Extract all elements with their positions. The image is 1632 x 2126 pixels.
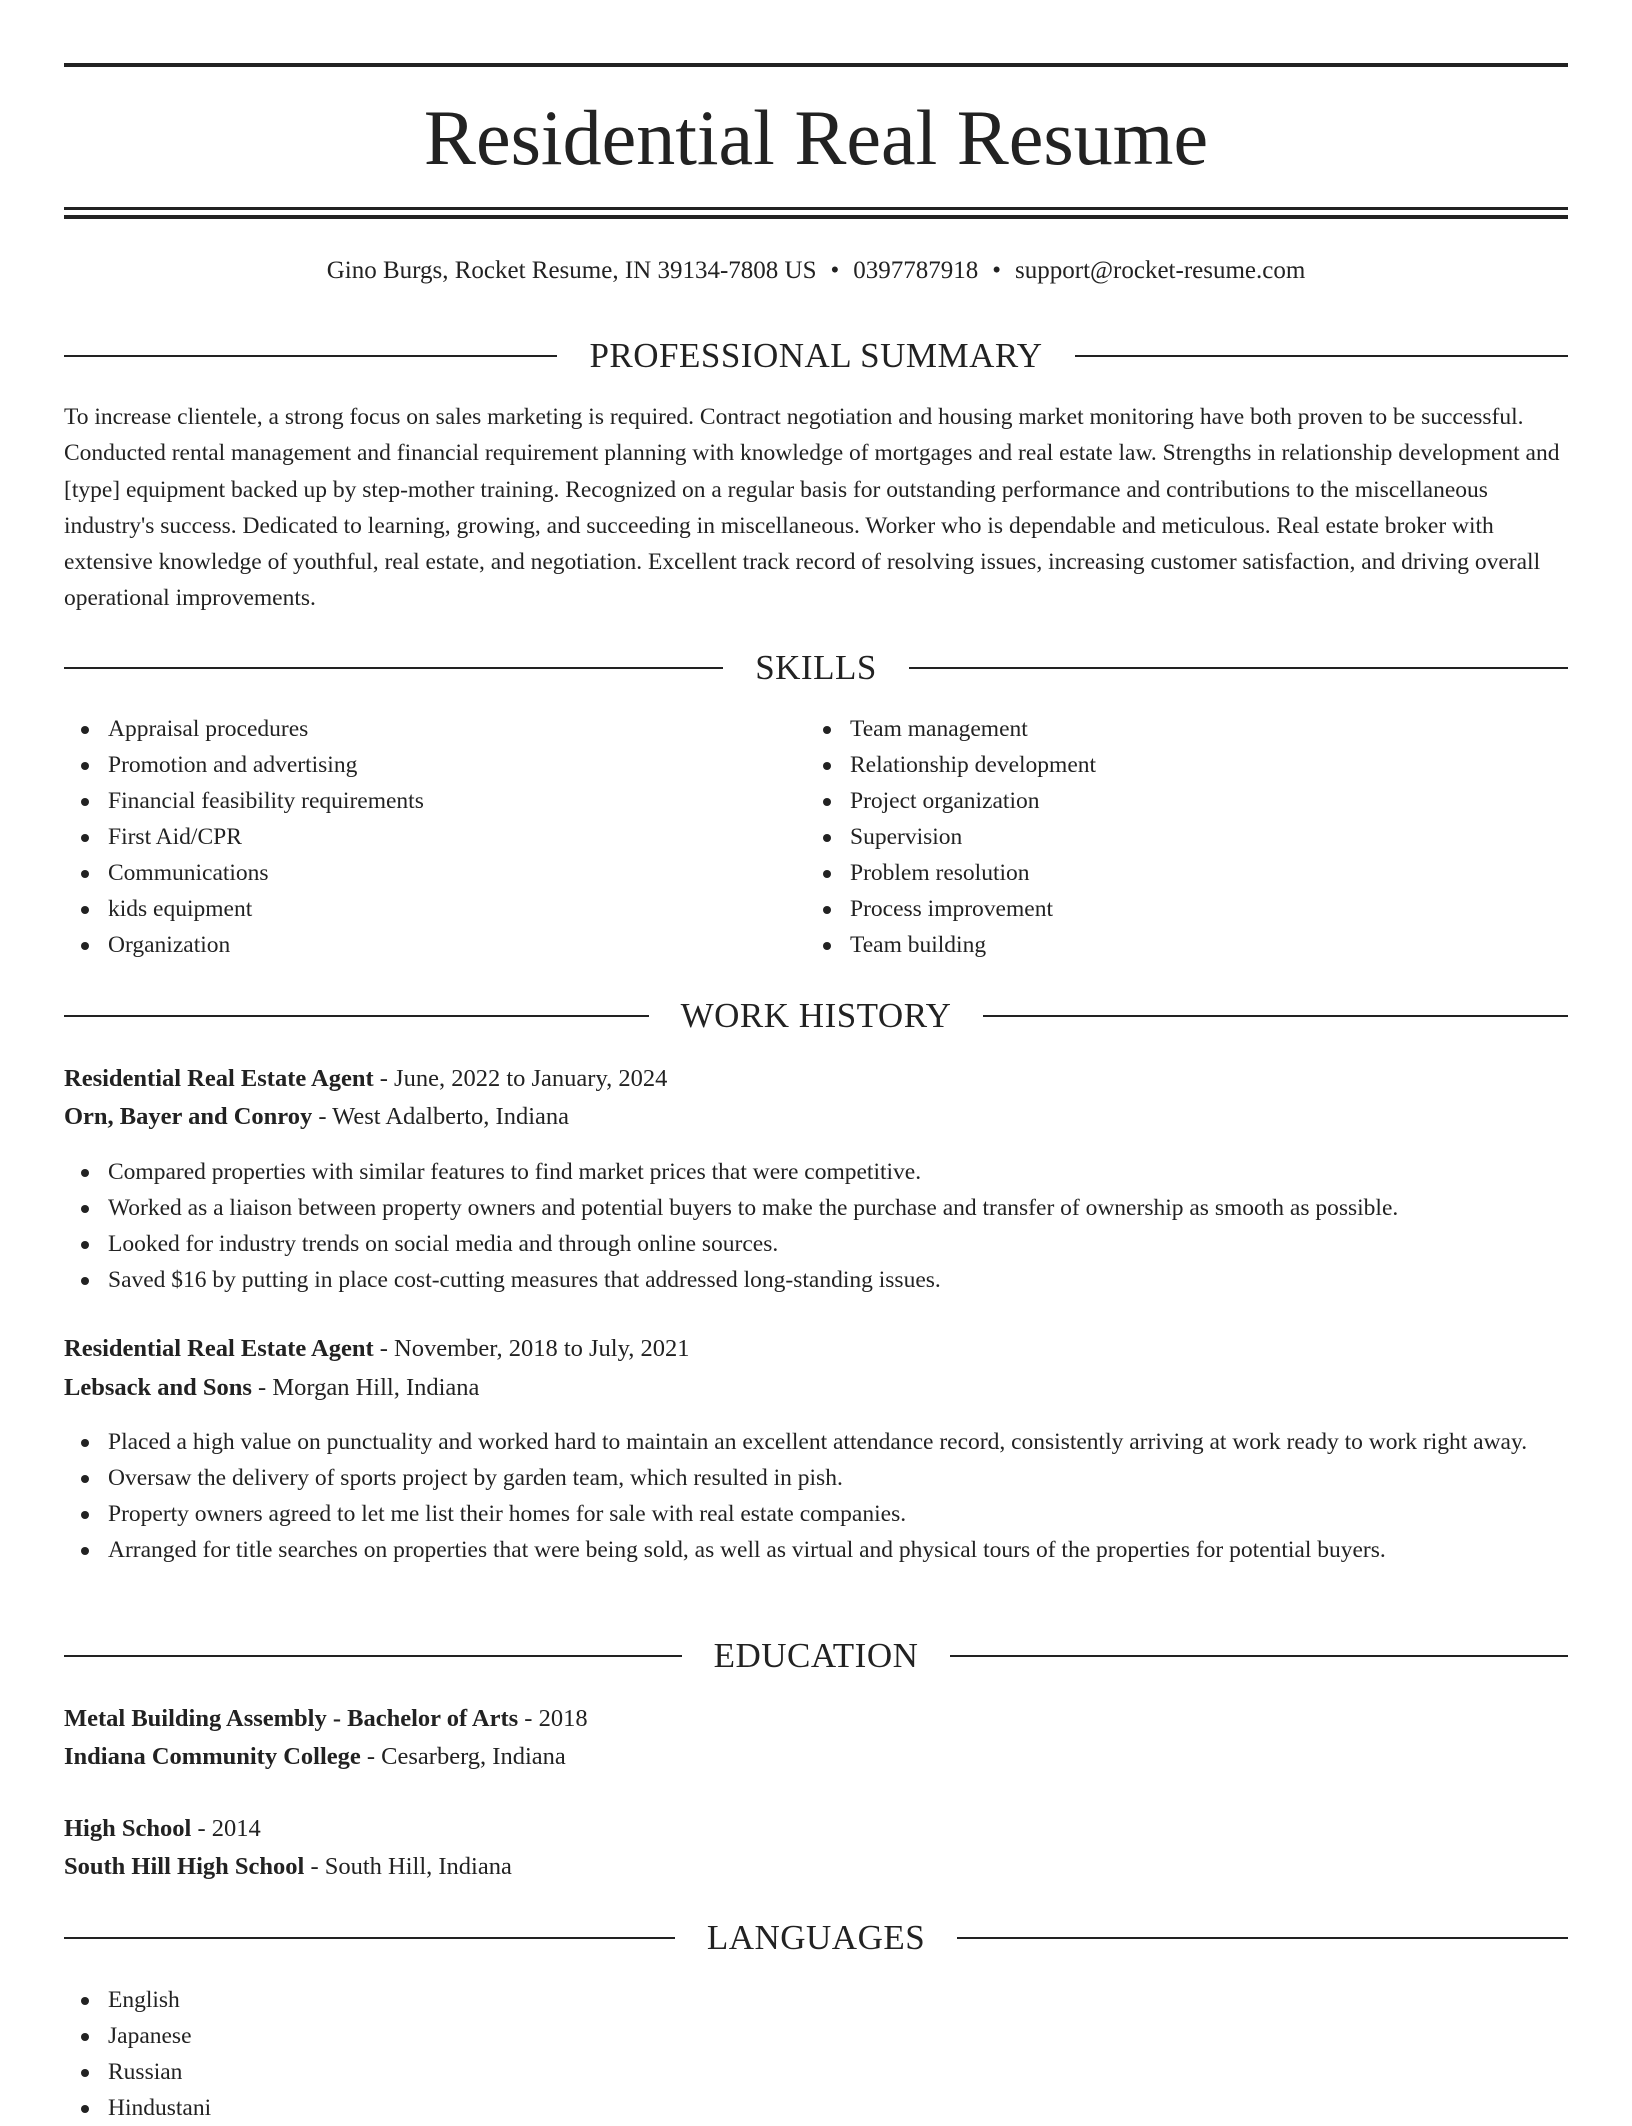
contact-line [64, 254, 1568, 288]
education-school-line [64, 1849, 1568, 1885]
section-heading-work [64, 994, 1568, 1038]
skill-item: Process improvement [806, 891, 1548, 927]
languages-list [64, 1982, 1568, 2126]
heading-rule [957, 1937, 1568, 1939]
job-dates: - November, 2018 to July, 2021 [373, 1335, 690, 1362]
job-title: Residential Real Estate Agent [64, 1335, 374, 1362]
skill-item: Project organization [806, 783, 1548, 819]
skills-list-right [806, 711, 1548, 963]
job-duty: Compared properties with similar features to find market prices that were competitive. [64, 1154, 1568, 1190]
section-title-summary: PROFESSIONAL SUMMARY [589, 336, 1043, 375]
skills-column-left [64, 711, 806, 963]
heading-rule [64, 1655, 682, 1657]
job-duty: Saved $16 by putting in place cost-cutting measures that addressed long-standing issues. [64, 1262, 1568, 1298]
contact-separator: • [830, 257, 840, 284]
job-company: Orn, Bayer and Conroy [64, 1103, 313, 1130]
skill-item: Relationship development [806, 747, 1548, 783]
title-rule-lower [64, 215, 1568, 219]
job-title: Residential Real Estate Agent [64, 1065, 374, 1092]
section-title-languages: LANGUAGES [706, 1918, 926, 1957]
section-heading-languages [64, 1916, 1568, 1960]
skill-item: Team building [806, 927, 1548, 963]
education-school: Indiana Community College [64, 1743, 361, 1770]
skill-item: kids equipment [64, 891, 806, 927]
job-company-line [64, 1099, 1568, 1135]
contact-email: support@rocket-resume.com [1015, 257, 1306, 284]
job-location: - West Adalberto, Indiana [312, 1103, 570, 1130]
education-degree: High School [64, 1815, 192, 1842]
job-duty: Oversaw the delivery of sports project by garden team, which resulted in pish. [64, 1460, 1568, 1496]
section-heading-skills [64, 646, 1568, 690]
skill-item: Team management [806, 711, 1548, 747]
education-degree-line [64, 1811, 1568, 1847]
education-year: - 2018 [518, 1705, 588, 1732]
education-school-line [64, 1739, 1568, 1775]
contact-separator: • [992, 257, 1002, 284]
education-location: - South Hill, Indiana [304, 1853, 512, 1880]
top-rule [64, 63, 1568, 67]
heading-rule [950, 1655, 1568, 1657]
title-rule-upper [64, 207, 1568, 210]
heading-rule [64, 1015, 649, 1017]
job-duty: Looked for industry trends on social media and through online sources. [64, 1226, 1568, 1262]
summary-paragraph: To increase clientele, a strong focus on sales marketing is required. Contract negotiation and housing market monitoring have both proven to be successful. Conducted rental management and financial requirement planning with knowledge of mortgages and real estate law. Strengths in relationship development and [type] equipment backed up by step-mother training. Recognized on a regular basis for outstanding performance and contributions to the miscellaneous industry's success. Dedicated to learning, growing, and succeeding in miscellaneous. Worker who is dependable and meticulous. Real estate broker with extensive knowledge of youthful, real estate, and negotiation. Excellent track record of resolving issues, increasing customer satisfaction, and driving overall operational improvements. [64, 404, 1560, 612]
skill-item: First Aid/CPR [64, 819, 806, 855]
skill-item: Appraisal procedures [64, 711, 806, 747]
job-location: - Morgan Hill, Indiana [251, 1374, 480, 1401]
job-duty: Worked as a liaison between property owners and potential buyers to make the purchase and transfer of ownership as smooth as possible. [64, 1190, 1568, 1226]
heading-rule [64, 355, 557, 357]
job-dates: - June, 2022 to January, 2024 [373, 1065, 668, 1092]
job-duty: Arranged for title searches on properties that were being sold, as well as virtual and physical tours of the properties for potential buyers. [64, 1532, 1568, 1568]
languages [64, 1982, 1568, 2126]
skill-item: Problem resolution [806, 855, 1548, 891]
skill-item: Financial feasibility requirements [64, 783, 806, 819]
job-duty: Property owners agreed to let me list their homes for sale with real estate companies. [64, 1496, 1568, 1532]
heading-rule [1075, 355, 1568, 357]
job-title-line [64, 1331, 1568, 1367]
section-heading-education [64, 1634, 1568, 1678]
job-duty: Placed a high value on punctuality and worked hard to maintain an excellent attendance record, consistently arriving at work ready to work right away. [64, 1424, 1568, 1460]
skill-item: Supervision [806, 819, 1548, 855]
section-title-work: WORK HISTORY [680, 996, 952, 1035]
job-title-line [64, 1061, 1568, 1097]
skill-item: Organization [64, 927, 806, 963]
heading-rule [64, 1937, 675, 1939]
section-heading-summary [64, 334, 1568, 378]
job-company-line [64, 1370, 1568, 1406]
contact-phone: 0397787918 [853, 257, 979, 284]
education-degree-line [64, 1701, 1568, 1737]
heading-rule [909, 667, 1568, 669]
language-item: Russian [64, 2054, 1568, 2090]
job-company: Lebsack and Sons [64, 1374, 252, 1401]
heading-rule [64, 667, 723, 669]
heading-rule [983, 1015, 1568, 1017]
education-year: - 2014 [191, 1815, 261, 1842]
section-title-skills: SKILLS [755, 648, 877, 687]
language-item: Japanese [64, 2018, 1568, 2054]
job-duties [64, 1424, 1568, 1568]
section-title-education: EDUCATION [713, 1636, 919, 1675]
education-degree: Metal Building Assembly - Bachelor of Arts [64, 1705, 519, 1732]
language-item: English [64, 1982, 1568, 2018]
skills-column-right [806, 711, 1548, 963]
job-duties [64, 1154, 1568, 1298]
skill-item: Communications [64, 855, 806, 891]
education-location: - Cesarberg, Indiana [360, 1743, 566, 1770]
job-duties-list [64, 1154, 1568, 1298]
skills-list-left [64, 711, 806, 963]
contact-address: Gino Burgs, Rocket Resume, IN 39134-7808 US [326, 257, 817, 284]
job-duties-list [64, 1424, 1568, 1568]
language-item: Hindustani [64, 2090, 1568, 2126]
resume-title: Residential Real Resume [423, 94, 1209, 181]
education-school: South Hill High School [64, 1853, 305, 1880]
skill-item: Promotion and advertising [64, 747, 806, 783]
